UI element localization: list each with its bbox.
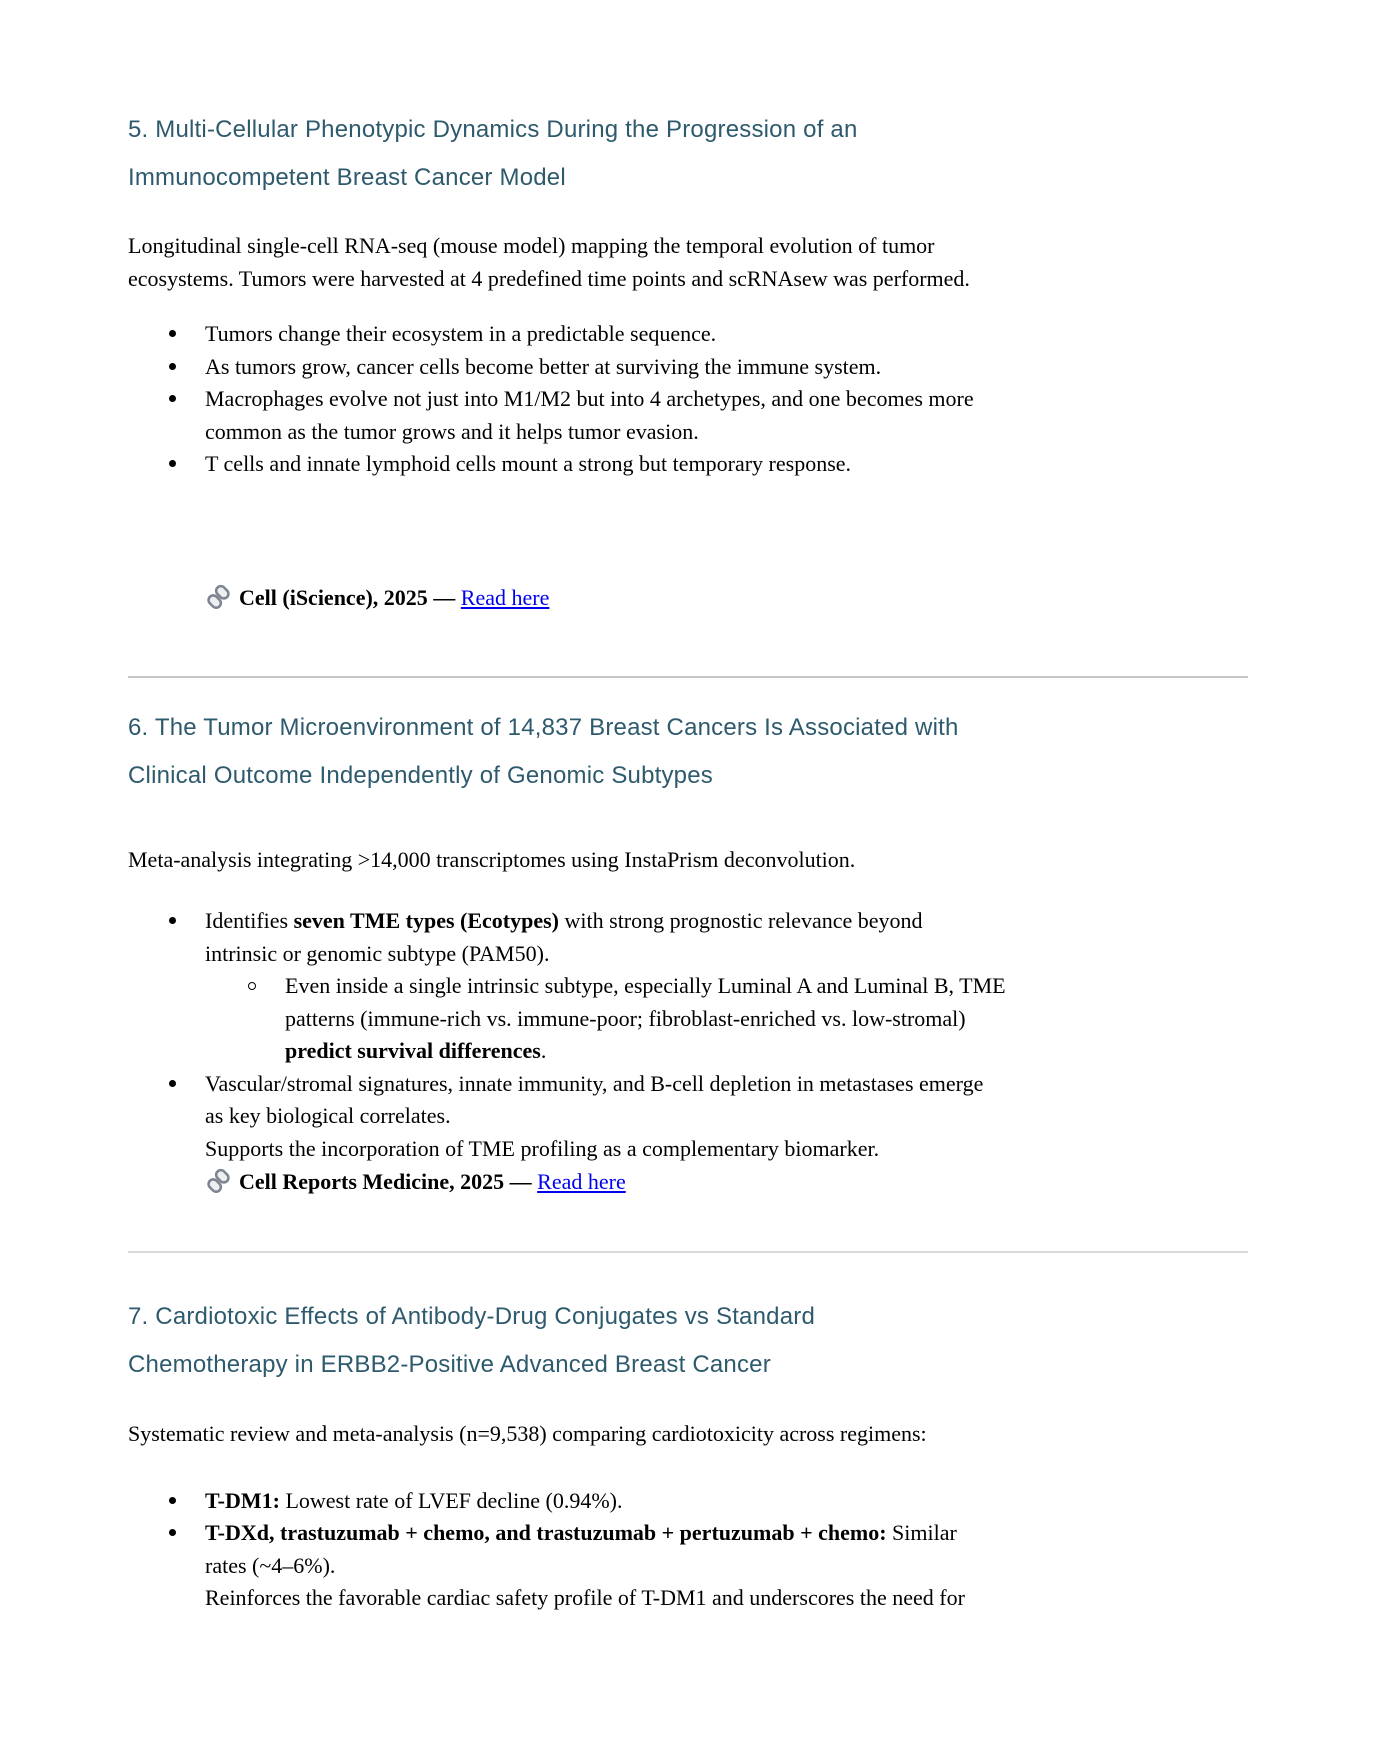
section-7-bullet-list bbox=[128, 1485, 1248, 1615]
section-6-citation bbox=[128, 1165, 1248, 1198]
section-7-heading: 7. Cardiotoxic Effects of Antibody-Drug Conjugates vs Standard Chemotherapy in ERBB2-Positive Advanced Breast Cancer bbox=[128, 1303, 815, 1378]
list-item-text: T-DXd, trastuzumab + chemo, and trastuzumab + pertuzumab + chemo: Similar rates (~4–6%). Reinforces the favorable cardiac safety profile of T-DM1 and underscores the need for bbox=[205, 1520, 965, 1610]
list-item bbox=[128, 318, 1248, 351]
list-item bbox=[128, 1068, 1248, 1166]
read-here-link[interactable]: Read here bbox=[460, 584, 550, 610]
link-icon bbox=[205, 1167, 232, 1194]
bullet-icon bbox=[169, 1080, 176, 1087]
list-item bbox=[128, 1517, 1248, 1615]
section-divider bbox=[128, 676, 1248, 678]
list-item bbox=[128, 448, 1248, 481]
bullet-icon bbox=[169, 1529, 176, 1536]
list-item bbox=[128, 351, 1248, 384]
section-divider bbox=[128, 1251, 1248, 1253]
list-item-text: Even inside a single intrinsic subtype, especially Luminal A and Luminal B, TME patterns (immune-rich vs. immune-poor; fibroblast-enriched vs. low-stromal) predict survival differences. bbox=[285, 973, 1006, 1063]
link-icon bbox=[205, 583, 232, 610]
section-6-heading: 6. The Tumor Microenvironment of 14,837 Breast Cancers Is Associated with Clinical Outcome Independently of Genomic Subtypes bbox=[128, 713, 959, 789]
bullet-icon bbox=[169, 917, 176, 924]
bullet-icon bbox=[169, 395, 176, 402]
list-item bbox=[128, 905, 1248, 970]
bullet-icon bbox=[169, 330, 176, 337]
list-item-text: T cells and innate lymphoid cells mount a strong but temporary response. bbox=[205, 451, 852, 476]
section-5-intro: Longitudinal single-cell RNA-seq (mouse model) mapping the temporal evolution of tumor ecosystems. Tumors were harvested at 4 predefined time points and scRNAsew was performed. bbox=[128, 233, 970, 291]
list-item bbox=[128, 383, 1248, 448]
section-5-bullet-list bbox=[128, 318, 1248, 481]
circle-bullet-icon bbox=[248, 982, 256, 990]
list-item-text: Tumors change their ecosystem in a predictable sequence. bbox=[205, 321, 717, 346]
list-item-text: Vascular/stromal signatures, innate immunity, and B-cell depletion in metastases emerge as key biological correlates. Supports the incorporation of TME profiling as a complementary biomarker. bbox=[205, 1070, 984, 1161]
section-7-intro: Systematic review and meta-analysis (n=9,538) comparing cardiotoxicity across regimens: bbox=[128, 1421, 927, 1446]
bullet-icon bbox=[169, 363, 176, 370]
section-5-citation bbox=[128, 581, 1248, 614]
list-sub-item bbox=[128, 970, 1248, 1068]
bullet-icon bbox=[169, 1497, 176, 1504]
read-here-link[interactable]: Read here bbox=[537, 1169, 626, 1194]
section-6-bullet-list bbox=[128, 905, 1248, 1165]
list-item-text: As tumors grow, cancer cells become better at surviving the immune system. bbox=[205, 353, 882, 379]
list-item bbox=[128, 1485, 1248, 1518]
bullet-icon bbox=[169, 460, 176, 467]
citation-source: Cell (iScience), 2025 — bbox=[239, 584, 461, 610]
list-item-text: Identifies seven TME types (Ecotypes) with strong prognostic relevance beyond intrinsic or genomic subtype (PAM50). bbox=[205, 908, 923, 966]
list-item-text: Macrophages evolve not just into M1/M2 but into 4 archetypes, and one becomes more common as the tumor grows and it helps tumor evasion. bbox=[205, 386, 974, 444]
section-5-heading: 5. Multi-Cellular Phenotypic Dynamics During the Progression of an Immunocompetent Breast Cancer Model bbox=[128, 116, 858, 191]
section-6-intro: Meta-analysis integrating >14,000 transcriptomes using InstaPrism deconvolution. bbox=[128, 846, 856, 872]
list-item-text: T-DM1: Lowest rate of LVEF decline (0.94%). bbox=[205, 1487, 623, 1513]
citation-source: Cell Reports Medicine, 2025 — bbox=[239, 1169, 538, 1194]
